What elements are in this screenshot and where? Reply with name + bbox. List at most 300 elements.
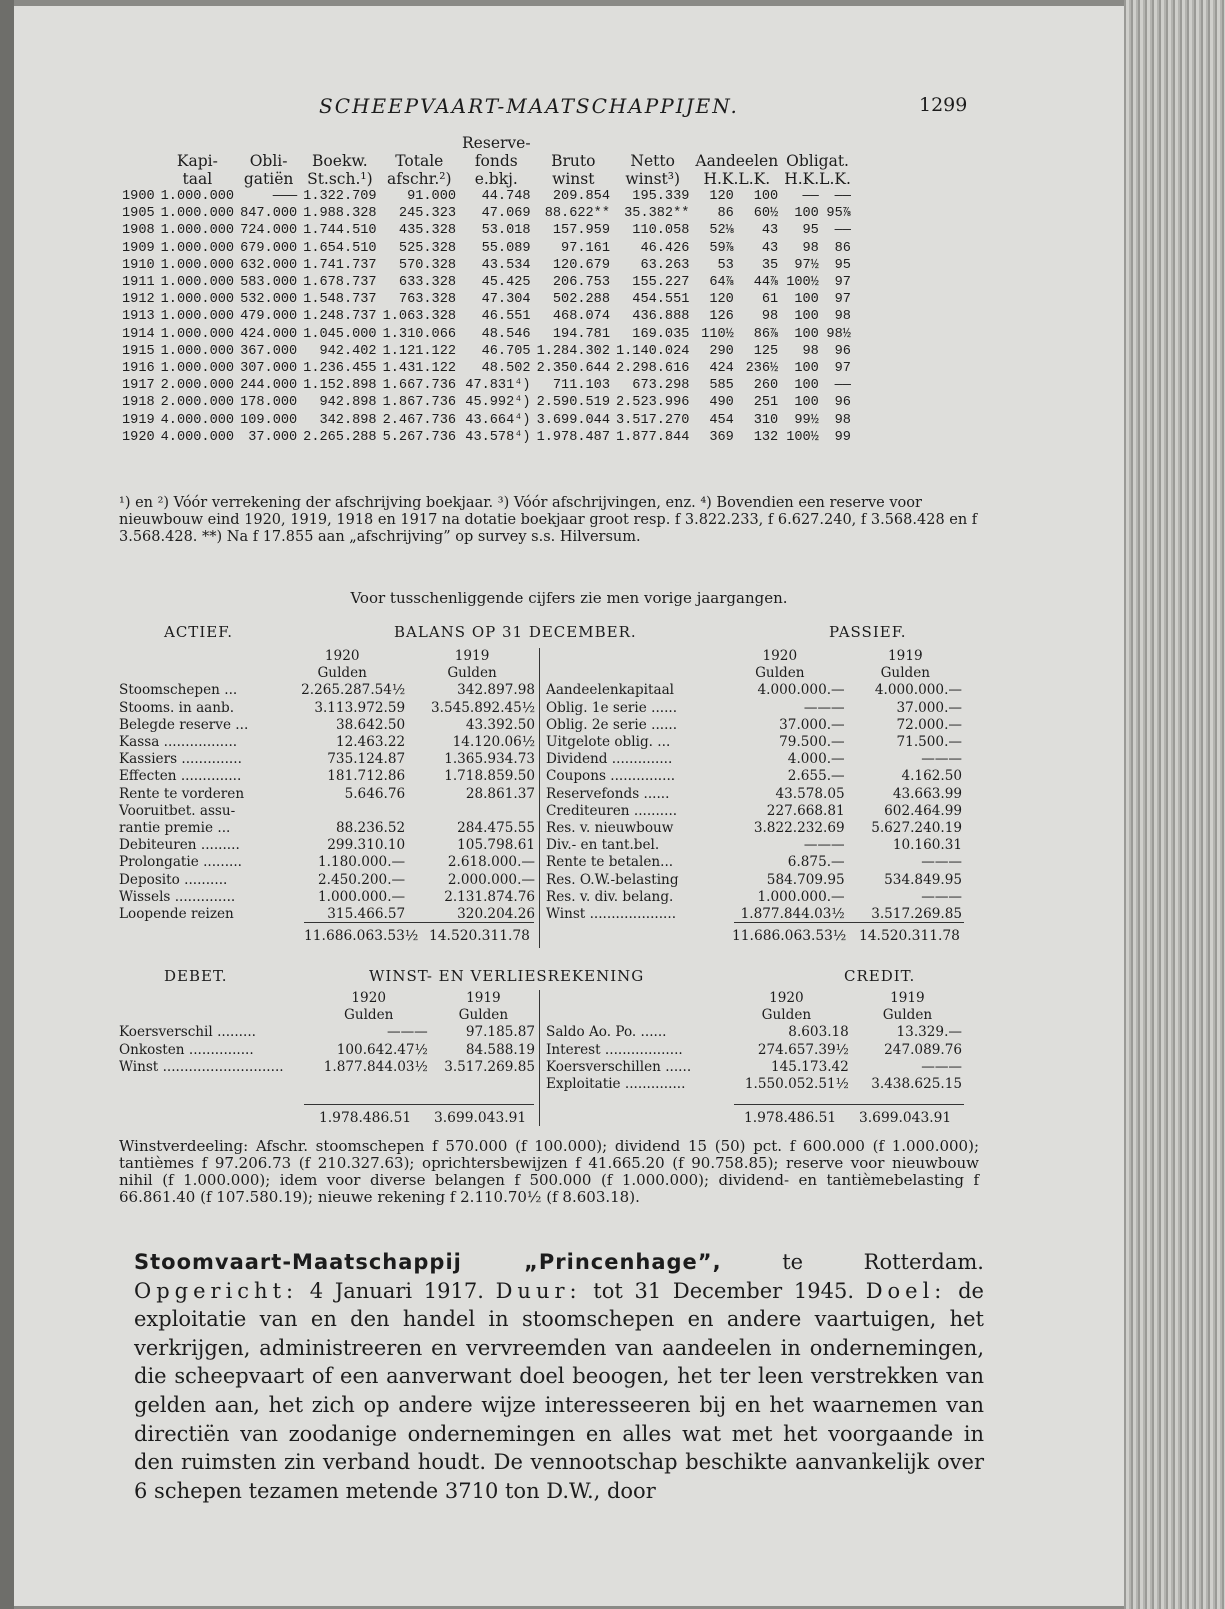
table-row	[119, 326, 854, 343]
table-cell: 2.350.644	[536, 361, 610, 377]
table-cell: 35.382**	[624, 206, 690, 222]
table-cell: 1.741.737	[303, 257, 377, 273]
table-cell: 6.875.—	[787, 854, 845, 871]
table-cell: 236½	[745, 361, 779, 377]
column-header: winst³)	[625, 170, 681, 188]
table-cell: 91.000	[407, 189, 457, 204]
table-cell: 1.988.328	[303, 206, 377, 222]
table-cell: 100	[794, 395, 819, 411]
table-cell: 10.160.31	[892, 837, 962, 854]
table-cell: 4.000.000.—	[874, 682, 962, 699]
table-cell: 125	[753, 343, 779, 359]
table-cell: 97	[834, 292, 851, 308]
table-cell: Koersverschillen ......	[546, 1058, 692, 1075]
pl-divider	[539, 990, 540, 1126]
table-cell: 43.534	[481, 257, 531, 273]
purpose-text: de exploitatie van en den handel in stoomschepen en andere vaartuigen, het verkrijgen, administreeren en vervreemden van aandeelen in ondernemingen, die scheepvaart of een aanverwant doel beoogen, het ter leen verstrekken van gelden aan, het zich op andere wijze interesseeren bij en het waarnemen van directiën van zoodanige ondernemingen en alles wat met het voorgaande in den ruimsten zin verband houdt. De vennootschap beschikte aanvankelijk over 6 schepen tezamen metende 3710 ton D.W., door	[134, 1278, 984, 1503]
table-cell: 3.699.044	[536, 412, 610, 428]
table-cell: 98½	[826, 326, 851, 342]
table-cell: 98	[802, 240, 819, 256]
table-cell: 12.463.22	[335, 734, 406, 751]
table-cell: 95	[834, 257, 851, 273]
table-cell: 1.877.844.03½	[323, 1058, 428, 1075]
unit-label: Gulden	[317, 665, 367, 682]
table-cell: 4.000.000	[160, 412, 235, 428]
table-cell: 120	[709, 189, 734, 204]
table-cell: 100	[794, 309, 819, 325]
table-cell: Res. v. div. belang.	[546, 888, 674, 905]
table-cell: 5.646.76	[344, 785, 406, 802]
table-cell: Effecten ..............	[119, 768, 242, 785]
table-cell: 2.000.000.—	[447, 871, 535, 888]
table-cell: Belegde reserve ...	[119, 716, 249, 733]
table-cell: 602.464.99	[884, 802, 962, 819]
table-cell: 96	[834, 395, 851, 411]
table-cell: 47.304	[481, 292, 531, 308]
duration-value: tot 31 December 1945.	[593, 1278, 854, 1303]
table-cell: 4.000.000	[160, 429, 235, 445]
table-cell: 110½	[701, 326, 734, 342]
table-cell: 3.822.232.69	[753, 820, 845, 837]
table-cell: 1.000.000	[160, 257, 235, 273]
table-cell: 100½	[786, 275, 819, 291]
table-cell: 1.322.709	[303, 189, 377, 204]
column-header	[613, 134, 692, 152]
table-cell: 120	[709, 292, 734, 308]
table-cell: 1.000.000	[160, 343, 235, 359]
table-cell: 194.781	[552, 326, 610, 342]
founded-date: 4 Januari 1917.	[309, 1278, 484, 1303]
table-cell: 8.603.18	[788, 1024, 849, 1041]
table-cell: 169.035	[632, 326, 690, 342]
table-cell: Stooms. in aanb.	[119, 699, 235, 716]
table-cell: 126	[709, 309, 734, 325]
table-cell: 1915	[122, 343, 155, 359]
table-cell	[407, 803, 537, 820]
page-edges	[1124, 0, 1225, 1609]
table-cell: 724.000	[240, 223, 298, 239]
table-cell: 436.888	[632, 309, 690, 325]
table-cell: 72.000.—	[896, 716, 962, 733]
table-cell: 84.588.19	[465, 1041, 535, 1058]
table-cell: 88.236.52	[335, 820, 406, 837]
balance-total-rule	[304, 922, 534, 923]
table-cell: 86	[717, 206, 734, 222]
table-cell: Winst ............................	[119, 1058, 284, 1075]
unit-label: Gulden	[458, 1007, 509, 1024]
credit-row	[544, 1076, 964, 1093]
table-cell: 2.000.000	[160, 395, 235, 411]
table-row	[119, 274, 854, 291]
table-cell: 525.328	[398, 240, 457, 256]
table-cell: 2.467.736	[382, 412, 457, 428]
asset-row	[117, 700, 537, 717]
table-cell: 2.000.000	[160, 378, 235, 394]
column-header: Obli-	[249, 152, 288, 170]
liability-row	[544, 803, 964, 820]
table-cell: Onkosten ...............	[119, 1041, 254, 1058]
table-cell: Rente te betalen...	[546, 854, 674, 871]
table-cell: 673.298	[632, 378, 690, 394]
table-cell: 245.323	[398, 206, 457, 222]
table-cell: 454.551	[632, 292, 690, 308]
table-cell: 2.450.200.—	[318, 871, 406, 888]
table-row	[119, 257, 854, 274]
table-cell: 86⅞	[753, 326, 779, 342]
unit-label: Gulden	[755, 665, 805, 682]
table-cell: 3.113.972.59	[314, 699, 406, 716]
table-cell: 4.162.50	[901, 768, 962, 785]
table-cell: 2.590.519	[536, 395, 610, 411]
table-cell: 46.551	[481, 309, 531, 325]
table-cell: 71.500.—	[896, 734, 962, 751]
pl-total-rule	[304, 1104, 534, 1105]
column-header	[237, 134, 300, 152]
table-cell: 209.854	[552, 189, 610, 204]
table-cell: 585	[709, 378, 734, 394]
table-cell: 100	[794, 378, 819, 394]
table-cell: 55.089	[481, 240, 531, 256]
duration-label: Duur:	[495, 1278, 582, 1303]
column-header: Bruto	[551, 152, 596, 170]
table-footnotes: ¹) en ²) Vóór verrekening der afschrijving boekjaar. ³) Vóór afschrijvingen, enz. ⁴) Bovendien een reserve voor nieuwbouw eind 1920, 1919, 1918 en 1917 na dotatie boekjaar groot resp. f 3.822.233, f 6.627.240, f 3.568.428 en f 3.568.428. **) Na f 17.855 aan „afschrijving” op survey s.s. Hilversum.	[119, 495, 978, 545]
table-cell: 534.849.95	[884, 871, 962, 888]
asset-row	[117, 682, 537, 699]
column-header	[158, 134, 237, 152]
table-cell: 320.204.26	[457, 906, 535, 923]
table-cell: 1910	[122, 257, 155, 273]
column-header: afschr.²)	[387, 170, 452, 188]
table-cell: ———	[921, 751, 962, 768]
table-cell: 2.298.616	[615, 361, 690, 377]
table-cell: 120.679	[552, 257, 610, 273]
table-cell: 97.161	[561, 240, 610, 256]
table-cell: 3.517.270	[615, 412, 690, 428]
table-row	[119, 429, 854, 446]
table-cell: 97½	[794, 257, 819, 273]
table-cell: 502.288	[552, 292, 610, 308]
table-cell: 1913	[122, 309, 155, 325]
liability-row	[544, 854, 964, 871]
table-cell: 4.000.000.—	[757, 682, 845, 699]
table-cell: 1.678.737	[303, 275, 377, 291]
table-cell: 88.622**	[544, 206, 610, 222]
column-header	[534, 134, 613, 152]
table-cell: 59⅞	[709, 240, 734, 256]
table-cell: Crediteuren ..........	[546, 802, 678, 819]
asset-row	[117, 820, 537, 837]
table-cell: 1918	[122, 395, 155, 411]
table-cell: 1911	[122, 275, 155, 291]
table-cell: 1.063.328	[382, 309, 457, 325]
table-cell: 97.185.87	[465, 1024, 535, 1041]
table-cell: 110.058	[632, 223, 690, 239]
table-cell: 1.654.510	[303, 240, 377, 256]
history-table	[119, 134, 854, 446]
total-credit-1919: 3.699.043.91	[859, 1110, 952, 1126]
asset-row	[117, 717, 537, 734]
table-cell: rantie premie ...	[119, 820, 231, 837]
table-cell: 490	[709, 395, 734, 411]
table-cell: 98	[834, 309, 851, 325]
liability-row	[544, 734, 964, 751]
table-cell: 424	[709, 361, 734, 377]
table-cell: 99½	[794, 412, 819, 428]
table-cell: 100.642.47½	[336, 1041, 428, 1058]
pl-left-title: DEBET.	[164, 967, 228, 985]
table-cell: ———	[803, 837, 845, 854]
table-cell: 1.180.000.—	[318, 854, 406, 871]
table-cell: 43.392.50	[465, 716, 535, 733]
table-cell: 5.627.240.19	[871, 820, 962, 837]
table-cell: 711.103	[552, 378, 610, 394]
table-cell: 1.000.000	[160, 206, 235, 222]
table-cell: 1.045.000	[303, 326, 377, 342]
table-cell: ———	[386, 1024, 428, 1041]
table-cell: 633.328	[398, 275, 457, 291]
table-row	[119, 394, 854, 411]
page-number: 1299	[919, 94, 968, 116]
table-cell: 1919	[122, 412, 155, 428]
table-cell: 97	[834, 275, 851, 291]
table-cell: Winst ....................	[546, 906, 677, 923]
table-cell: 98	[834, 412, 851, 428]
year-label: 1919	[466, 990, 501, 1006]
table-cell: 86	[834, 240, 851, 256]
asset-row	[117, 837, 537, 854]
table-cell: 38.642.50	[335, 716, 406, 733]
total-debit-1919: 3.699.043.91	[434, 1110, 527, 1126]
debit-row	[117, 1059, 537, 1076]
table-cell: 284.475.55	[457, 820, 535, 837]
table-cell: 342.898	[319, 412, 377, 428]
balance-assets	[117, 648, 537, 923]
table-cell: 3.438.625.15	[871, 1076, 962, 1093]
table-cell: 1.248.737	[303, 309, 377, 325]
table-cell: Wissels ..............	[119, 888, 236, 905]
table-cell: 3.517.269.85	[871, 906, 962, 923]
table-cell: 2.655.—	[787, 768, 845, 785]
table-row	[119, 188, 854, 205]
table-cell: 1.000.000.—	[318, 888, 406, 905]
liability-row	[544, 768, 964, 785]
table-cell: 299.310.10	[327, 837, 406, 854]
table-cell: 1.431.122	[382, 361, 457, 377]
table-cell: 43.578.05	[775, 785, 845, 802]
table-cell: 2.265.287.54½	[301, 682, 406, 699]
table-cell: Coupons ...............	[546, 768, 676, 785]
table-cell: 100	[794, 206, 819, 222]
table-cell: 3.517.269.85	[444, 1058, 535, 1075]
table-cell: ———	[921, 888, 962, 905]
table-cell: 1.877.844.03½	[740, 906, 845, 923]
table-cell: 13.329.—	[896, 1024, 962, 1041]
total-assets-1919: 14.520.311.78	[429, 928, 530, 944]
pl-debit	[117, 990, 537, 1076]
table-cell: 43.663.99	[892, 785, 962, 802]
table-cell: 1900	[122, 189, 155, 204]
table-cell: Res. v. nieuwbouw	[546, 820, 674, 837]
column-header: gatiën	[243, 170, 294, 188]
book-spine	[0, 0, 14, 1609]
table-cell: 100	[794, 326, 819, 342]
total-debit-1920: 1.978.486.51	[319, 1110, 412, 1126]
running-header	[14, 94, 1124, 122]
table-cell: 1.000.000	[160, 309, 235, 325]
table-cell: 48.546	[481, 326, 531, 342]
table-cell: 367.000	[240, 343, 298, 359]
table-cell: 64⅞	[709, 275, 734, 291]
header-row	[119, 134, 854, 152]
table-cell: 48.502	[481, 361, 531, 377]
asset-row	[117, 786, 537, 803]
table-cell: 28.861.37	[465, 785, 535, 802]
table-cell: 942.898	[319, 395, 377, 411]
column-header: Aandeelen	[695, 152, 779, 170]
column-header	[380, 134, 459, 152]
liability-row	[544, 872, 964, 889]
table-cell: 37.000	[248, 429, 298, 445]
table-cell: 584.709.95	[766, 871, 845, 888]
table-cell: 45.425	[481, 275, 531, 291]
unit-label: Gulden	[761, 1007, 812, 1024]
total-credit-1920: 1.978.486.51	[744, 1110, 837, 1126]
unit-label: Gulden	[882, 1007, 933, 1024]
table-cell: 155.227	[632, 275, 690, 291]
company-location: te Rotterdam.	[782, 1250, 984, 1274]
year-label: 1919	[454, 648, 490, 664]
debit-row	[117, 1024, 537, 1041]
column-header: fonds	[474, 152, 518, 170]
table-cell: 157.959	[552, 223, 610, 239]
table-cell: ——	[834, 378, 851, 394]
table-cell: 63.263	[640, 257, 690, 273]
table-cell: ——	[834, 189, 851, 204]
total-assets-1920: 11.686.063.53½	[304, 928, 419, 944]
year-label: 1920	[351, 990, 387, 1006]
table-cell: Saldo Ao. Po. ......	[546, 1024, 667, 1041]
table-cell: 4.000.—	[787, 751, 845, 768]
table-cell: 570.328	[398, 257, 457, 273]
table-cell: 532.000	[240, 292, 298, 308]
table-cell: Deposito ..........	[119, 871, 228, 888]
table-cell: 1.000.000	[160, 361, 235, 377]
table-cell: Aandeelenkapitaal	[546, 682, 675, 699]
asset-row	[117, 889, 537, 906]
book-page	[14, 6, 1124, 1606]
table-cell: 290	[709, 343, 734, 359]
table-cell: ———	[921, 1058, 962, 1075]
table-cell: 43.578⁴)	[465, 429, 531, 445]
table-cell: ———	[803, 699, 845, 716]
table-cell: 251	[753, 395, 779, 411]
table-cell: 1.978.487	[536, 429, 610, 445]
table-row	[119, 291, 854, 308]
table-cell: Oblig. 2e serie ......	[546, 716, 678, 733]
table-cell: Koersverschil .........	[119, 1024, 256, 1041]
pl-total-rule	[734, 1104, 964, 1105]
table-cell: 145.173.42	[771, 1058, 849, 1075]
table-cell	[277, 803, 407, 820]
balance-left-title: ACTIEF.	[164, 623, 234, 641]
table-cell: 847.000	[240, 206, 298, 222]
table-cell: 95	[802, 223, 819, 239]
table-cell: 100½	[786, 429, 819, 445]
table-cell: 310	[753, 412, 779, 428]
liability-row	[544, 717, 964, 734]
table-cell: 1.667.736	[382, 378, 457, 394]
column-header	[119, 152, 158, 170]
table-cell: 1.121.122	[382, 343, 457, 359]
table-cell: 105.798.61	[457, 837, 535, 854]
balance-total-rule	[734, 922, 964, 923]
table-cell: Uitgelote oblig. ...	[546, 734, 671, 751]
balance-liabilities	[544, 648, 964, 923]
table-cell: 45.992⁴)	[465, 395, 531, 411]
table-cell: 95⅞	[826, 206, 851, 222]
table-cell: 61	[761, 292, 779, 308]
table-cell: 1.744.510	[303, 223, 377, 239]
table-row	[119, 377, 854, 394]
table-cell: 47.831⁴)	[465, 378, 531, 394]
table-cell: 2.618.000.—	[447, 854, 535, 871]
table-cell: ———	[921, 854, 962, 871]
table-cell: 206.753	[552, 275, 610, 291]
balance-title: BALANS OP 31 DECEMBER.	[394, 623, 637, 641]
liability-row	[544, 906, 964, 923]
table-cell: 1.310.066	[382, 326, 457, 342]
table-cell: ——	[802, 189, 819, 204]
table-cell: 1.000.000	[160, 275, 235, 291]
table-cell: 132	[753, 429, 779, 445]
column-header	[300, 134, 379, 152]
table-cell: 632.000	[240, 257, 298, 273]
table-row	[119, 412, 854, 429]
total-liabilities-1919: 14.520.311.78	[859, 928, 960, 944]
table-cell: 679.000	[240, 240, 298, 256]
table-row	[119, 240, 854, 257]
table-row	[119, 205, 854, 222]
table-row	[119, 343, 854, 360]
table-cell: 227.668.81	[766, 802, 845, 819]
table-cell: 1.236.455	[303, 361, 377, 377]
table-cell: 43	[761, 223, 779, 239]
table-cell: 1.365.934.73	[444, 751, 535, 768]
year-label: 1920	[762, 648, 798, 664]
table-cell: 100	[794, 361, 819, 377]
unit-label: Gulden	[343, 1007, 394, 1024]
table-cell: 35	[761, 257, 779, 273]
column-header	[119, 170, 158, 188]
table-cell: 195.339	[632, 189, 690, 204]
column-header: H.K.L.K.	[703, 170, 771, 188]
table-row	[119, 222, 854, 239]
table-cell: 1912	[122, 292, 155, 308]
table-cell: 43	[761, 240, 779, 256]
asset-row	[117, 906, 537, 923]
table-cell: Div.- en tant.bel.	[546, 837, 660, 854]
table-cell: Stoomschepen ...	[119, 682, 238, 699]
table-cell: ——	[834, 223, 851, 239]
total-liabilities-1920: 11.686.063.53½	[732, 928, 847, 944]
table-cell: 1.718.859.50	[444, 768, 535, 785]
column-header: taal	[182, 170, 213, 188]
year-label: 1919	[890, 990, 925, 1006]
year-label: 1920	[324, 648, 360, 664]
table-cell: 435.328	[398, 223, 457, 239]
table-cell: 1.000.000	[160, 240, 235, 256]
table-cell: 1909	[122, 240, 155, 256]
